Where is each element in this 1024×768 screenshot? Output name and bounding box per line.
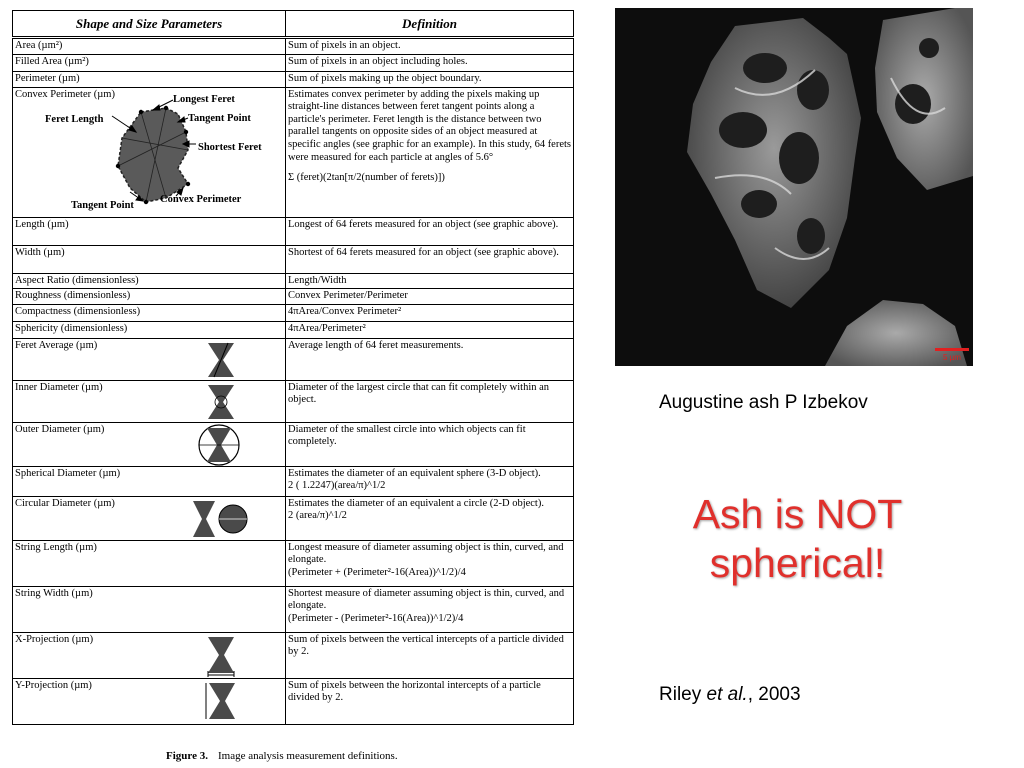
header-definition: Definition: [286, 11, 574, 38]
param-definition: Sum of pixels making up the object boundary.: [288, 73, 482, 84]
label-tangent-point-top: Tangent Point: [188, 112, 251, 124]
param-name: Sphericity (dimensionless): [15, 322, 128, 334]
param-definition: Diameter of the smallest circle into which objects can fit completely.: [288, 423, 526, 448]
param-definition: Estimates convex perimeter by adding the pixels making up straight-line distances between feret tangent points along a particle's perimeter. Feret length is the distance between two parallel tangents on opposite sides of an object measured at specific angles (see graphic for an example). In this study, 64 ferets were measured for each particle at angles of 5.6°: [288, 88, 572, 163]
param-definition: 4πArea/Convex Perimeter²: [288, 305, 402, 317]
param-name: Length (µm): [15, 218, 69, 230]
param-name: Circular Diameter (µm): [15, 497, 115, 509]
label-shortest-feret: Shortest Feret: [198, 141, 262, 153]
feret-average-icon: [206, 341, 236, 379]
citation-author: Riley: [659, 684, 707, 705]
param-definition: Estimates the diameter of an equivalent a circle (2-D object).: [288, 497, 544, 509]
table-row: [13, 586, 574, 632]
param-formula: 2 ( 1.2247)(area/π)^1/2: [288, 480, 386, 492]
table-row: [13, 304, 574, 321]
table-row: [13, 55, 574, 72]
param-definition: Sum of pixels in an object including holes.: [288, 56, 468, 67]
photo-caption: Augustine ash P Izbekov: [659, 392, 868, 413]
param-definition: Sum of pixels between the vertical intercepts of a particle divided by 2.: [288, 633, 564, 658]
param-name: Aspect Ratio (dimensionless): [15, 274, 139, 286]
table-row: [13, 273, 574, 289]
table-row: [13, 321, 574, 338]
param-name: X-Projection (µm): [15, 633, 94, 645]
feret-diagram: [38, 88, 286, 216]
label-longest-feret: Longest Feret: [173, 93, 235, 105]
header-param: Shape and Size Parameters: [13, 11, 286, 38]
param-definition: 4πArea/Perimeter²: [288, 322, 366, 334]
param-definition: Length/Width: [288, 274, 347, 286]
param-name: Feret Average (µm): [15, 339, 98, 351]
table-row: [13, 217, 574, 245]
param-name: Spherical Diameter (µm): [15, 467, 121, 479]
param-name: Width (µm): [15, 246, 65, 258]
inner-diameter-icon: [206, 383, 236, 421]
param-definition: Longest of 64 ferets measured for an object (see graphic above).: [288, 218, 559, 230]
table-row: [13, 422, 574, 466]
circular-diameter-icon: [191, 499, 251, 539]
table-row: [13, 338, 574, 380]
param-name: Compactness (dimensionless): [15, 305, 141, 317]
citation: [659, 684, 801, 706]
table-row: [13, 678, 574, 724]
definitions-table: [12, 10, 574, 725]
param-name: Outer Diameter (µm): [15, 423, 105, 435]
label-feret-length: Feret Length: [45, 113, 104, 125]
figure-caption-label: Figure 3.: [166, 750, 208, 762]
label-tangent-point-bottom: Tangent Point: [71, 199, 134, 211]
param-definition: Sum of pixels in an object.: [288, 40, 401, 51]
param-definition: Average length of 64 feret measurements.: [288, 339, 464, 351]
table-row: [13, 289, 574, 305]
table-row: [13, 540, 574, 586]
y-projection-icon: [203, 681, 239, 723]
figure-table-image: [12, 10, 574, 738]
param-name: Inner Diameter (µm): [15, 381, 103, 393]
param-formula: Σ (feret)(2tan[π/2(number of ferets)]): [288, 172, 445, 184]
headline-line-1: Ash is NOT: [692, 491, 903, 537]
param-name: Convex Perimeter (µm): [15, 88, 115, 100]
x-projection-icon: [205, 635, 239, 677]
table-row: [13, 466, 574, 496]
param-name: Roughness (dimensionless): [15, 290, 131, 302]
param-definition: Sum of pixels between the horizontal intercepts of a particle divided by 2.: [288, 679, 541, 704]
table-row: [13, 38, 574, 55]
headline-line-2: spherical!: [709, 540, 886, 587]
table-row: [13, 632, 574, 678]
citation-year: , 2003: [747, 684, 801, 705]
param-name: Y-Projection (µm): [15, 679, 92, 691]
figure-caption-text: Image analysis measurement definitions.: [217, 750, 398, 762]
table-header-row: [13, 11, 574, 38]
param-definition: Estimates the diameter of an equivalent sphere (3-D object).: [288, 467, 541, 479]
param-definition: Diameter of the largest circle that can fit completely within an object.: [288, 381, 550, 406]
param-name: Perimeter (µm): [15, 73, 80, 84]
table-row: [13, 87, 574, 217]
param-name: String Length (µm): [15, 541, 97, 553]
param-name: String Width (µm): [15, 587, 93, 599]
ash-particle-sem-image: [615, 8, 973, 366]
figure-caption: [166, 750, 398, 762]
param-definition: Shortest of 64 ferets measured for an object (see graphic above).: [288, 246, 559, 258]
scale-bar-label: 5 µm: [943, 353, 961, 362]
headline: [660, 490, 935, 588]
scale-bar: [935, 348, 969, 351]
outer-diameter-icon: [196, 423, 242, 467]
table-row: [13, 380, 574, 422]
param-definition: Convex Perimeter/Perimeter: [288, 290, 408, 302]
param-name: Filled Area (µm²): [15, 56, 89, 67]
label-convex-perimeter: Convex Perimeter: [160, 193, 242, 205]
citation-etal: et al.: [706, 684, 748, 705]
param-formula: (Perimeter + (Perimeter²-16(Area))^1/2)/4: [288, 566, 466, 578]
param-formula: 2 (area/π)^1/2: [288, 510, 347, 522]
table-row: [13, 496, 574, 540]
param-formula: (Perimeter - (Perimeter²-16(Area))^1/2)/4: [288, 612, 464, 624]
param-definition: Shortest measure of diameter assuming object is thin, curved, and elongate.: [288, 587, 565, 612]
table-row: [13, 245, 574, 273]
sem-micrograph: [615, 8, 973, 366]
param-definition: Longest measure of diameter assuming object is thin, curved, and elongate.: [288, 541, 564, 566]
param-name: Area (µm²): [15, 40, 63, 51]
table-row: [13, 72, 574, 88]
